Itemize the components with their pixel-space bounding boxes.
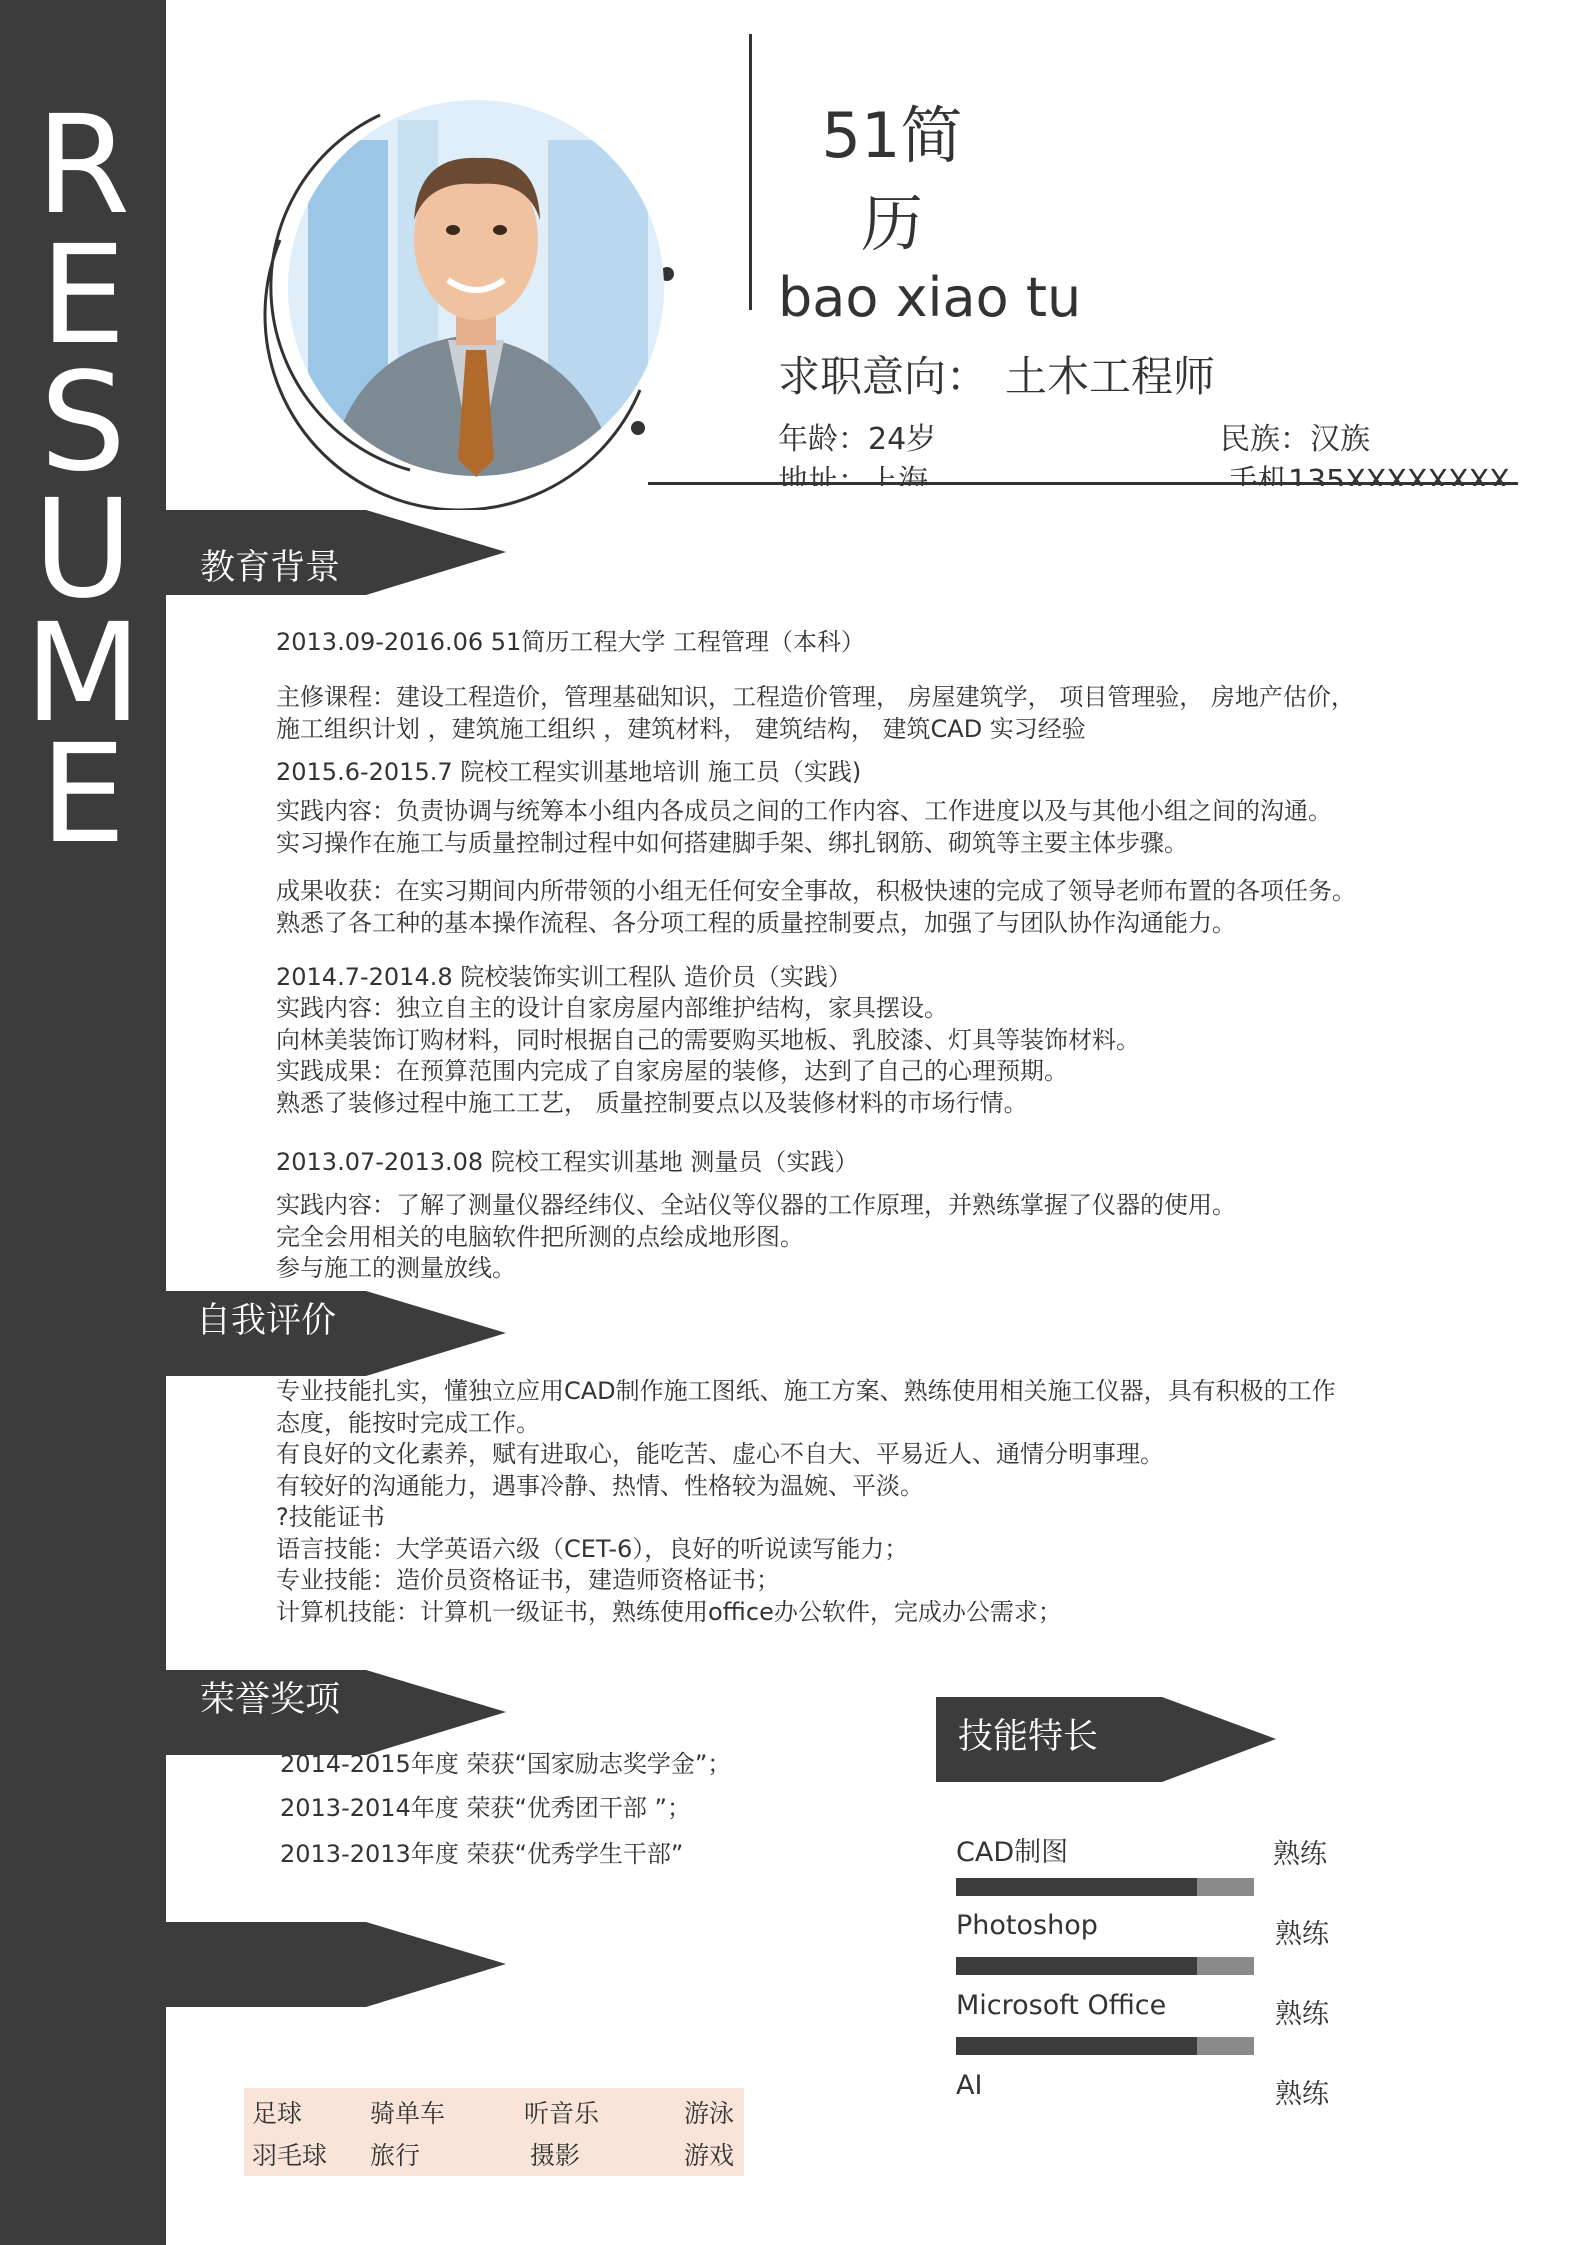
hobbies-box (244, 2088, 744, 2176)
resume-letter: E (40, 716, 126, 874)
section-banner-self-evaluation (166, 1291, 506, 1376)
hobby-item: 足球 (252, 2099, 303, 2128)
hobby-item: 羽毛球 (252, 2141, 328, 2170)
hobby-item: 旅行 (370, 2141, 421, 2170)
text-line: 实践内容：独立自主的设计自家房屋内部维护结构，家具摆设。 (276, 994, 948, 1022)
age-info: 年龄：24岁 (778, 422, 937, 457)
text-line: 专业技能：造价员资格证书，建造师资格证书； (276, 1566, 780, 1594)
honor-item: 2013-2013年度 荣获“优秀学生干部” (280, 1840, 684, 1868)
hobby-item: 听音乐 (524, 2099, 600, 2128)
job-intent-label: 求职意向： (778, 352, 989, 401)
text-line: 有较好的沟通能力，遇事冷静、热情、性格较为温婉、平淡。 (276, 1471, 924, 1500)
education-courses (276, 682, 1355, 745)
section-title: 教育背景 (200, 548, 341, 588)
hobby-item: 摄影 (530, 2141, 581, 2170)
name-pinyin: bao xiao tu (778, 266, 1082, 329)
experience-title: 2015.6-2015.7 院校工程实训基地培训 施工员（实践) (276, 758, 862, 786)
text-line: 向林美装饰订购材料，同时根据自己的需要购买地板、乳胶漆、灯具等装饰材料。 (276, 1025, 1140, 1054)
text-line: 计算机技能：计算机一级证书，熟练使用office办公软件，完成办公需求； (276, 1597, 1062, 1626)
skill-name: AI (956, 2070, 983, 2101)
experience-details (276, 796, 1332, 859)
skill-bar (956, 1957, 1254, 1975)
education-school: 2013.09-2016.06 51简历工程大学 工程管理（本科） (276, 628, 865, 656)
name-chinese-line2: 历 (860, 187, 923, 260)
skill-name: Photoshop (956, 1910, 1098, 1941)
header-mask (740, 486, 1588, 508)
text-line: 专业技能扎实，懂独立应用CAD制作施工图纸、施工方案、熟练使用相关施工仪器，具有积极的工作 (276, 1377, 1336, 1405)
resume-letter: R (35, 87, 131, 245)
text-line: ?技能证书 (276, 1503, 385, 1531)
text-line: 成果收获：在实习期间内所带领的小组无任何安全事故，积极快速的完成了领导老师布置的各项任务。 (276, 877, 1356, 905)
resume-letter: S (39, 344, 127, 502)
skill-level: 熟练 (1275, 1999, 1329, 2030)
honor-item: 2014-2015年度 荣获“国家励志奖学金”； (280, 1750, 732, 1778)
job-intent-value: 土木工程师 (1005, 352, 1216, 401)
self-evaluation-text (276, 1376, 1336, 1628)
text-line: 参与施工的测量放线。 (276, 1254, 516, 1282)
text-line: 主修课程：建设工程造价，管理基础知识，工程造价管理， 房屋建筑学， 项目管理验， 房地产估价， (276, 683, 1355, 711)
skill-level: 熟练 (1275, 1919, 1329, 1950)
text-line: 完全会用相关的电脑软件把所测的点绘成地形图。 (276, 1222, 804, 1251)
skill-level: 熟练 (1273, 1839, 1327, 1870)
name-chinese-line1: 51简 (821, 99, 963, 172)
skill-name: CAD制图 (956, 1837, 1069, 1868)
section-title: 自我评价 (196, 1301, 337, 1341)
section-title: 技能特长 (958, 1717, 1099, 1757)
text-line: 实习操作在施工与质量控制过程中如何搭建脚手架、绑扎钢筋、砌筑等主要主体步骤。 (276, 828, 1188, 857)
text-line: 态度，能按时完成工作。 (276, 1408, 540, 1437)
skill-bar (956, 1878, 1254, 1896)
hobby-item: 游戏 (684, 2141, 735, 2170)
name-chinese (812, 92, 972, 268)
header-divider-line (749, 34, 752, 310)
section-banner-hobbies (166, 1922, 506, 2007)
left-sidebar-band (0, 0, 166, 2245)
header-strike-line (648, 482, 1518, 485)
experience-title: 2013.07-2013.08 院校工程实训基地 测量员（实践） (276, 1148, 859, 1176)
text-line: 熟悉了各工种的基本操作流程、各分项工程的质量控制要点，加强了与团队协作沟通能力。 (276, 908, 1236, 937)
hobby-item: 骑单车 (370, 2099, 446, 2128)
text-line: 施工组织计划 ，建筑施工组织 ，建筑材料， 建筑结构， 建筑CAD 实习经验 (276, 714, 1086, 743)
section-banner-skills (936, 1697, 1276, 1782)
skill-bar-fill (956, 1878, 1197, 1896)
skill-bar (956, 2037, 1254, 2055)
text-line: 有良好的文化素养，赋有进取心，能吃苦、虚心不自大、平易近人、通情分明事理。 (276, 1440, 1164, 1468)
hobby-item: 游泳 (684, 2099, 735, 2128)
experience-title: 2014.7-2014.8 院校装饰实训工程队 造价员（实践） (276, 963, 852, 991)
experience-results (276, 876, 1356, 939)
section-banner-honors (166, 1670, 506, 1755)
text-line: 实践内容：负责协调与统筹本小组内各成员之间的工作内容、工作进度以及与其他小组之间的沟通。 (276, 797, 1332, 825)
honor-item: 2013-2014年度 荣获“优秀团干部 ”； (280, 1794, 691, 1822)
text-line: 语言技能：大学英语六级（CET-6），良好的听说读写能力； (276, 1534, 909, 1563)
experience-details (276, 993, 1140, 1119)
resume-letter: U (33, 471, 133, 629)
text-line: 熟悉了装修过程中施工工艺， 质量控制要点以及装修材料的市场行情。 (276, 1088, 1028, 1117)
ethnicity-info: 民族：汉族 (1220, 422, 1370, 457)
skill-name: Microsoft Office (956, 1990, 1167, 2021)
profile-photo (288, 100, 664, 476)
section-banner-education (166, 510, 506, 595)
text-line: 实践内容：了解了测量仪器经纬仪、全站仪等仪器的工作原理，并熟练掌握了仪器的使用。 (276, 1191, 1236, 1219)
experience-details (276, 1190, 1236, 1285)
resume-letter: M (24, 595, 142, 753)
skill-level: 熟练 (1275, 2079, 1329, 2110)
resume-letter: E (40, 217, 126, 375)
skill-bar-fill (956, 2037, 1197, 2055)
skill-bar-fill (956, 1957, 1197, 1975)
text-line: 实践成果：在预算范围内完成了自家房屋的装修，达到了自己的心理预期。 (276, 1057, 1068, 1085)
section-title: 荣誉奖项 (200, 1680, 341, 1720)
